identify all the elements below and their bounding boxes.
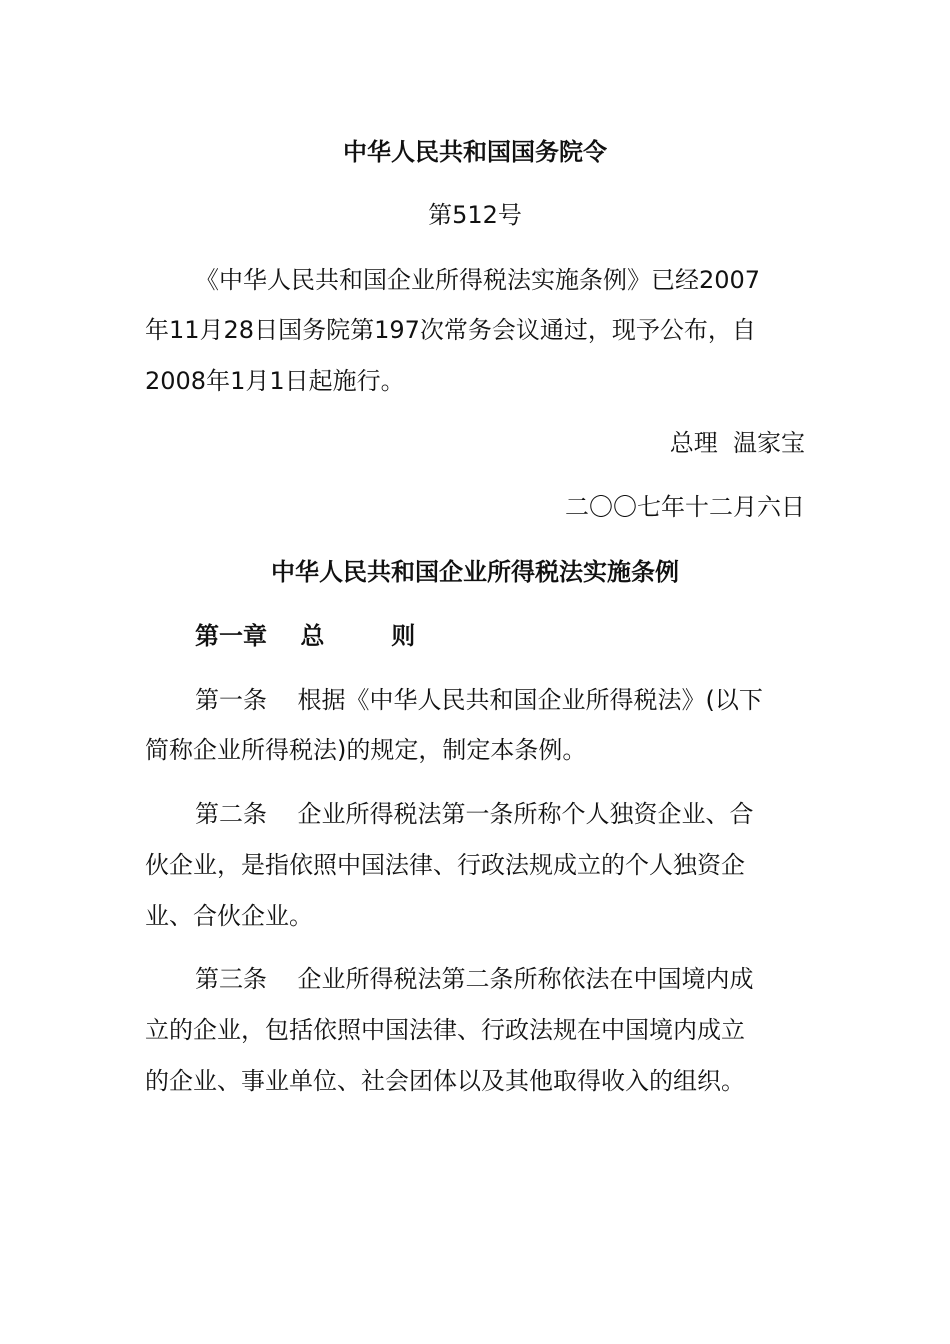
- decree-signature: 总理 温家宝: [669, 429, 805, 457]
- decree-body-line: 2008年1月1日起施行。: [145, 367, 405, 395]
- decree-number: 第512号: [428, 201, 522, 229]
- article-2-line: 业、合伙企业。: [145, 902, 313, 930]
- article-3-line: 立的企业，包括依照中国法律、行政法规在中国境内成立: [145, 1016, 745, 1044]
- regulation-title: 中华人民共和国企业所得税法实施条例: [271, 558, 679, 586]
- article-1-line: 第一条 根据《中华人民共和国企业所得税法》(以下: [195, 686, 763, 714]
- chapter-heading: 第一章 总 则: [195, 622, 416, 650]
- decree-title: 中华人民共和国国务院令: [343, 138, 607, 166]
- decree-date: 二〇〇七年十二月六日: [565, 493, 805, 521]
- article-3-line: 的企业、事业单位、社会团体以及其他取得收入的组织。: [145, 1067, 745, 1095]
- article-2-line: 第二条 企业所得税法第一条所称个人独资企业、合: [195, 800, 754, 828]
- article-3-line: 第三条 企业所得税法第二条所称依法在中国境内成: [195, 965, 754, 993]
- decree-body-line: 年11月28日国务院第197次常务会议通过，现予公布，自: [145, 316, 756, 344]
- decree-body-line: 《中华人民共和国企业所得税法实施条例》已经2007: [195, 266, 761, 294]
- article-2-line: 伙企业，是指依照中国法律、行政法规成立的个人独资企: [145, 851, 745, 879]
- article-1-line: 简称企业所得税法)的规定，制定本条例。: [145, 736, 587, 764]
